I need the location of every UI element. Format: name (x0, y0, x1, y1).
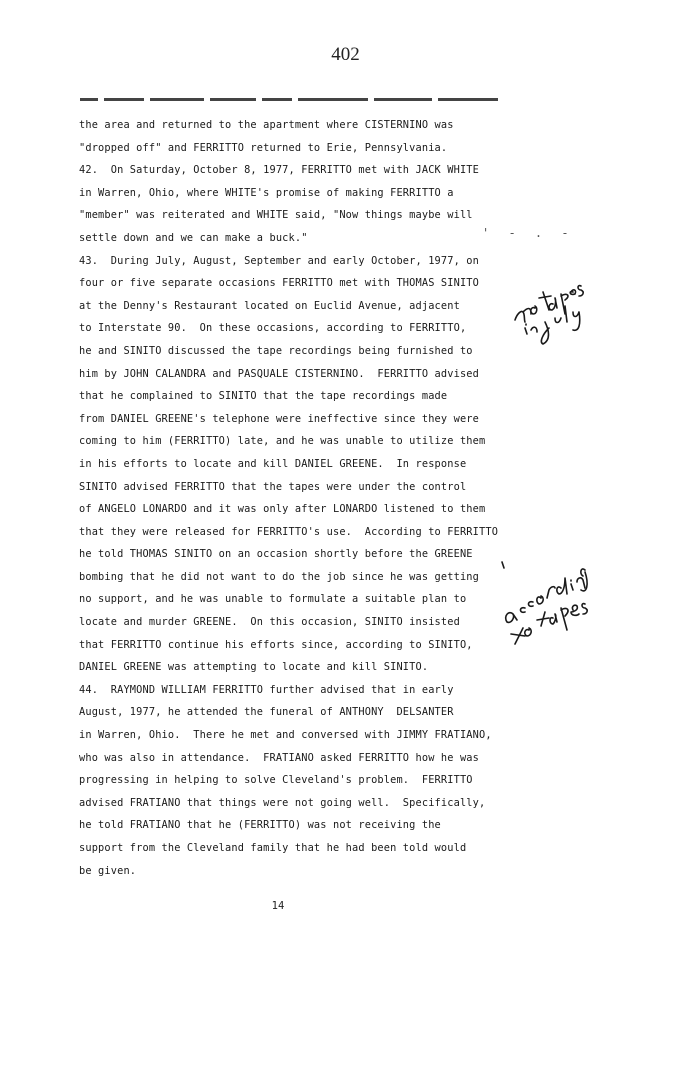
text-line: coming to him (FERRITTO) late, and he was unable to utilize them (79, 435, 486, 448)
text-line: advised FRATIANO that things were not going well. Specifically, (79, 796, 486, 809)
document-body (79, 114, 529, 882)
text-line: locate and murder GREENE. On this occasion, SINITO insisted (79, 616, 460, 629)
text-line: in Warren, Ohio, where WHITE's promise of making FERRITTO a (79, 186, 454, 199)
text-line: progressing in helping to solve Cleveland's problem. FERRITTO (79, 774, 473, 787)
text-line: 43. During July, August, September and early October, 1977, on (79, 254, 480, 267)
handwritten-note-no-tapes (505, 268, 590, 348)
text-line: to Interstate 90. On these occasions, according to FERRITTO, (79, 322, 467, 335)
stray-marks: ' - . - (482, 226, 575, 240)
text-line: at the Denny's Restaurant located on Euclid Avenue, adjacent (79, 299, 460, 312)
text-line: him by JOHN CALANDRA and PASQUALE CISTERNINO. FERRITTO advised (79, 367, 480, 380)
page-number-top: 402 (331, 44, 360, 65)
text-line: be given. (79, 864, 137, 877)
text-line: no support, and he was unable to formulate a suitable plan to (79, 593, 467, 606)
text-line: August, 1977, he attended the funeral of ANTHONY DELSANTER (79, 706, 454, 719)
text-line: support from the Cleveland family that he had been told would (79, 842, 467, 854)
cut-off-text-line (80, 98, 505, 104)
text-line: of ANGELO LONARDO and it was only after LONARDO listened to them (79, 503, 486, 516)
text-line: 42. On Saturday, October 8, 1977, FERRITTO met with JACK WHITE (79, 164, 480, 177)
text-line: who was also in attendance. FRATIANO asked FERRITTO how he was (79, 751, 480, 764)
text-line: he told THOMAS SINITO on an occasion shortly before the GREENE (79, 548, 473, 561)
text-line: he told FRATIANO that he (FERRITTO) was not receiving the (79, 819, 441, 832)
text-line: settle down and we can make a buck." (79, 231, 308, 244)
text-line: bombing that he did not want to do the job since he was getting (79, 570, 480, 583)
text-line: that FERRITTO continue his efforts since, according to SINITO, (79, 638, 473, 651)
handwritten-note-according-to-tapes (495, 560, 590, 650)
text-line: the area and returned to the apartment where CISTERNINO was (79, 119, 454, 131)
text-line: that they were released for FERRITTO's use. According to FERRITTO (79, 525, 499, 538)
text-line: SINITO advised FERRITTO that the tapes were under the control (79, 480, 467, 493)
text-line: DANIEL GREENE was attempting to locate and kill SINITO. (79, 661, 429, 674)
text-line: four or five separate occasions FERRITTO met with THOMAS SINITO (79, 277, 480, 290)
text-line: in Warren, Ohio. There he met and conversed with JIMMY FRATIANO, (79, 729, 492, 742)
text-line: "member" was reiterated and WHITE said, "Now things maybe will (79, 209, 473, 222)
text-line: 44. RAYMOND WILLIAM FERRITTO further advised that in early (79, 683, 454, 696)
page-number-bottom: 14 (271, 900, 285, 912)
text-line: from DANIEL GREENE's telephone were ineffective since they were (79, 412, 480, 425)
text-line: he and SINITO discussed the tape recordings being furnished to (79, 344, 473, 357)
text-line: that he complained to SINITO that the tape recordings made (79, 390, 448, 403)
handwritten-mark-beside-43 (498, 560, 512, 572)
text-line: "dropped off" and FERRITTO returned to Erie, Pennsylvania. (79, 141, 448, 154)
text-line: in his efforts to locate and kill DANIEL GREENE. In response (79, 457, 467, 470)
